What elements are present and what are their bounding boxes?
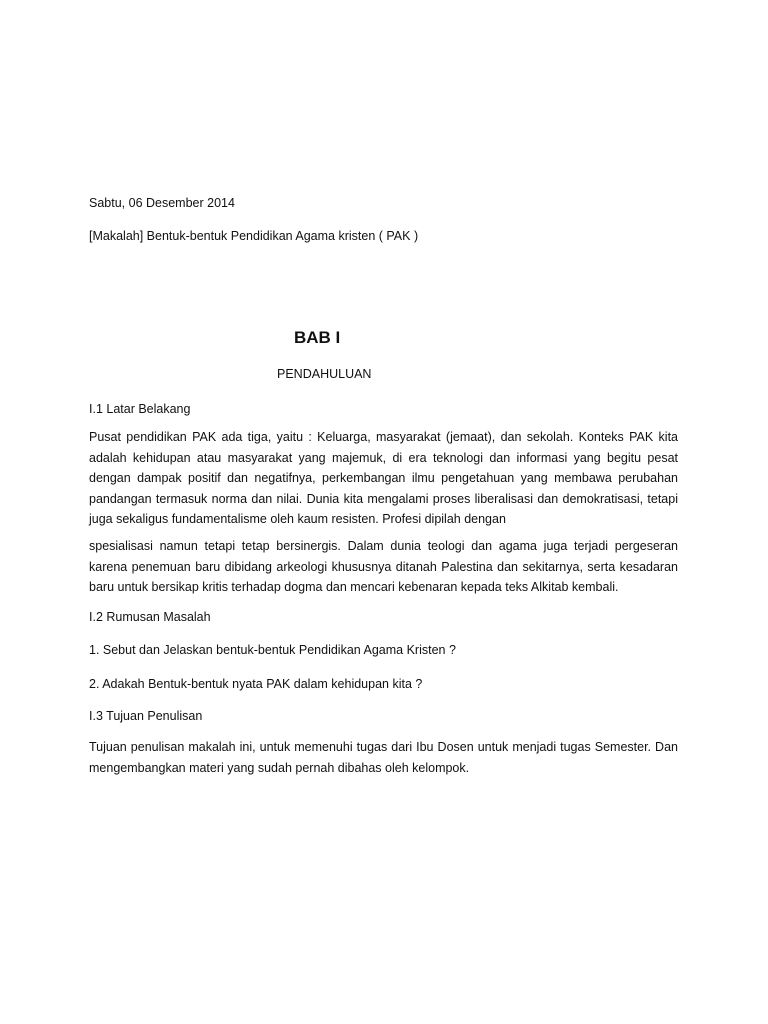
post-date: Sabtu, 06 Desember 2014 (89, 196, 235, 210)
chapter-heading: BAB I (294, 328, 341, 347)
section-heading-latar-belakang: I.1 Latar Belakang (89, 402, 191, 416)
paragraph-tujuan-penulisan: Tujuan penulisan makalah ini, untuk memenuhi tugas dari Ibu Dosen untuk menjadi tugas Semester. Dan mengembangkan materi yang sudah pernah dibahas oleh kelompok. (89, 740, 678, 775)
post-title: [Makalah] Bentuk-bentuk Pendidikan Agama kristen ( PAK ) (89, 229, 419, 243)
section-heading-tujuan-penulisan: I.3 Tujuan Penulisan (89, 709, 203, 723)
section-heading-rumusan-masalah: I.2 Rumusan Masalah (89, 610, 211, 624)
paragraph-latar-belakang-2: spesialisasi namun tetapi tetap bersinergis. Dalam dunia teologi dan agama juga terjadi pergeseran karena penemuan baru dibidang arkeologi khususnya ditanah Palestina dan sekitarnya, serta kesadaran baru untuk bersikap kritis terhadap dogma dan mencari kebenaran kepada teks Alkitab kembali. (89, 539, 678, 594)
list-item-rumusan-1: 1. Sebut dan Jelaskan bentuk-bentuk Pendidikan Agama Kristen ? (89, 643, 456, 657)
chapter-subheading: PENDAHULUAN (277, 367, 372, 381)
list-item-rumusan-2: 2. Adakah Bentuk-bentuk nyata PAK dalam kehidupan kita ? (89, 677, 423, 691)
paragraph-latar-belakang-1: Pusat pendidikan PAK ada tiga, yaitu : Keluarga, masyarakat (jemaat), dan sekolah. Konteks PAK kita adalah kehidupan atau masyarakat yang majemuk, di era teknologi dan informasi yang begitu pesat dengan dampak positif dan negatifnya, perkembangan ilmu pengetahuan yang membawa perubahan pandangan termasuk norma dan nilai. Dunia kita mengalami proses liberalisasi dan demokratisasi, tetapi juga sekaligus fundamentalisme oleh kaum resisten. Profesi dipilah dengan (89, 430, 678, 526)
